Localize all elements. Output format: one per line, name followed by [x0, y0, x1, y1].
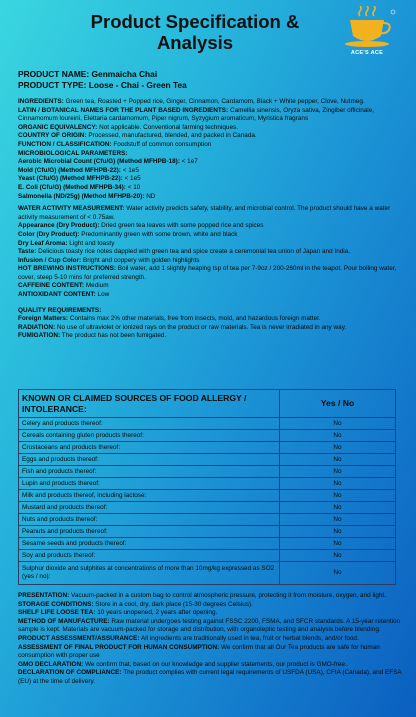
micro-row	[18, 167, 402, 176]
micro-row	[18, 175, 402, 184]
micro-row-label: Yeast (Cfu/G) (Method MFHPB-22):	[18, 175, 123, 183]
logo-text: ACE'S ACE	[350, 50, 384, 56]
allergen-value: No	[280, 478, 396, 490]
info-row-label: FUNCTION / CLASSIFICATION:	[18, 140, 112, 148]
quality-row	[18, 315, 402, 324]
detail-row-value: Bright and coppery with golden highlights	[82, 256, 200, 264]
table-row	[19, 478, 396, 490]
quality-heading: QUALITY REQUIREMENTS:	[18, 306, 102, 314]
footer-row	[18, 609, 402, 618]
allergen-value: No	[280, 466, 396, 478]
quality-row-value: No use of ultraviolet or ionized rays on the product or raw materials. Tea is never irradiated in any way.	[56, 323, 347, 331]
allergen-name: Celery and products thereof:	[19, 418, 280, 430]
micro-row-value: < 1e5	[124, 175, 141, 183]
allergen-value: No	[280, 538, 396, 550]
allergy-table-header	[19, 390, 396, 418]
allergen-value: No	[280, 418, 396, 430]
allergen-name: Cereals containing gluten products thereof:	[19, 430, 280, 442]
allergen-value: No	[280, 514, 396, 526]
info-row	[18, 141, 402, 150]
footer-row	[18, 635, 402, 644]
detail-row	[18, 291, 402, 300]
allergy-header-label: KNOWN OR CLAIMED SOURCES OF FOOD ALLERGY / INTOLERANCE:	[19, 390, 280, 418]
detail-row-value: Water activity predicts safety, stability, and microbial control. The product should have a water activity measurement of < 0.75aw.	[18, 205, 391, 221]
footer-row-value: All ingredients are traditionally used in tea, fruit or herbal blends, and/or food.	[141, 634, 359, 642]
allergen-value: No	[280, 562, 396, 585]
allergy-table	[18, 389, 396, 585]
product-name-row	[18, 69, 402, 80]
info-row	[18, 98, 402, 107]
footer-row-label: GMO DECLARATION:	[18, 660, 84, 668]
micro-row	[18, 193, 402, 202]
product-name-value: Genmaicha Chai	[91, 69, 158, 79]
table-row	[19, 442, 396, 454]
detail-row-label: WATER ACTIVITY MEASUREMENT:	[18, 205, 125, 213]
detail-row	[18, 265, 402, 282]
footer-row-label: METHOD OF MANUFACTURE:	[18, 617, 110, 625]
quality-row	[18, 324, 402, 333]
table-row	[19, 430, 396, 442]
footer-row-value: The product complies with current legal requirements of USFDA (USA), CFIA (Canada), and EFSA (EU) at the time of delivery.	[18, 669, 402, 685]
footer-row-label: STORAGE CONDITIONS:	[18, 600, 94, 608]
info-row-value: Foodstuff of common consumption	[113, 140, 212, 148]
quality-row	[18, 332, 402, 341]
detail-row-value: Predominantly green with some brown, white and black	[81, 230, 238, 238]
quality-row-value: Contains max 2% other materials, free from insects, mold, and hazardous foreign matter.	[69, 315, 321, 323]
table-row	[19, 550, 396, 562]
table-row	[19, 538, 396, 550]
detail-row	[18, 282, 402, 291]
micro-row-label: Mold (Cfu/G) (Method MFHPB-22):	[18, 166, 121, 174]
allergen-name: Sulphur dioxide and sulphites at concentrations of more than 10mg/kg expressed as SO2 (yes / no):	[19, 562, 280, 585]
info-row-value: Not applicable. Conventional farming techniques.	[99, 123, 238, 131]
table-row	[19, 454, 396, 466]
allergen-value: No	[280, 550, 396, 562]
allergen-name: Lupin and products thereof:	[19, 478, 280, 490]
header	[0, 0, 416, 62]
detail-row-value: Delicious toasty rice notes dappled with green tea and spice create a ceremonial tea union of Japan and India.	[38, 248, 351, 256]
detail-row-label: HOT BREWING INSTRUCTIONS:	[18, 265, 116, 273]
footer-row-label: SHELF LIFE LOOSE TEA:	[18, 609, 96, 617]
micro-row	[18, 184, 402, 193]
table-row	[19, 466, 396, 478]
micro-section	[18, 158, 402, 201]
detail-row-label: Dry Leaf Aroma:	[18, 239, 68, 247]
footer-row	[18, 601, 402, 610]
product-type-value: Loose - Chai - Green Tea	[88, 80, 187, 90]
info-row-label: LATIN / BOTANICAL NAMES FOR THE PLANT BASED INGREDIENTS:	[18, 106, 229, 114]
footer-section	[18, 592, 402, 687]
info-row-label: COUNTRY OF ORIGIN:	[18, 132, 87, 140]
footer-row	[18, 592, 402, 601]
detail-row-label: CAFFEINE CONTENT:	[18, 282, 85, 290]
detail-row-value: Dried green tea leaves with some popped rice and spices	[101, 222, 264, 230]
brand-logo	[336, 6, 398, 62]
micro-row-label: Aerobic Microbial Count (Cfu/G) (Method MFHPB-18):	[18, 158, 180, 166]
detail-row	[18, 205, 402, 222]
allergen-name: Eggs and products thereof:	[19, 454, 280, 466]
info-row-value: Camellia sinensis, Oryza sativa, Zingiber officinale, Cinnamomum loureirii, Elettaria cardamomum, Piper nigrum, Syzygium aromaticum, Myristica fragrans	[18, 106, 375, 123]
allergen-name: Crustaceans and products thereof:	[19, 442, 280, 454]
info-row-value: Green tea, Roasted + Popped rice, Ginger, Cinnamon, Cardamom, Black + White pepper, Clove, Nutmeg.	[65, 98, 365, 105]
allergen-value: No	[280, 454, 396, 466]
table-row	[19, 526, 396, 538]
allergen-value: No	[280, 526, 396, 538]
footer-row-value: Store in a cool, dry, dark place (15-30 degrees Celsius).	[95, 600, 253, 608]
allergen-name: Soy and products thereof:	[19, 550, 280, 562]
footer-row-value: 10 years unopened, 2 years after opening.	[97, 609, 218, 617]
micro-heading: MICROBIOLOGICAL PARAMETERS:	[18, 149, 128, 157]
detail-row	[18, 231, 402, 240]
detail-row-label: ANTIOXIDANT CONTENT:	[18, 291, 96, 299]
footer-row-value: Raw material undergoes testing against FSSC 2200, FSMA, and SFCR standards. A 15-year retention sample is kept. Materials are vacuum-packed for storage and distribution, with organoleptic testing and analysis before blending.	[18, 617, 401, 634]
footer-row	[18, 618, 402, 635]
allergy-header-yes-no: Yes / No	[280, 390, 396, 418]
quality-row-value: The product has not been fumigated.	[61, 332, 167, 340]
footer-row	[18, 669, 402, 686]
detail-row-value: Boil water, add 1 slightly heaping tsp of tea per 7-9oz / 200-260ml in the teapot. Pour boiling water, cover, steep 5-10 mins for preferred strength.	[18, 265, 397, 281]
detail-row-label: Color (Dry Product):	[18, 230, 80, 238]
micro-row-value: < 1e7	[181, 158, 198, 166]
info-row	[18, 132, 402, 141]
micro-row	[18, 158, 402, 167]
allergen-name: Nuts and products thereof:	[19, 514, 280, 526]
detail-row	[18, 257, 402, 266]
title-line-2: Analysis	[156, 32, 234, 53]
detail-row-value: Low	[97, 291, 110, 299]
allergen-name: Peanuts and products thereof:	[19, 526, 280, 538]
micro-row-value: < 1e5	[122, 166, 139, 174]
info-row-label: ORGANIC EQUIVALENCY:	[18, 123, 98, 131]
footer-row-value: Vacuum-packed in a custom bag to control atmospheric pressure, protecting it from moisture, oxygen, and light.	[71, 592, 386, 599]
info-row-value: Processed, manufactured, blended, and packed in Canada.	[88, 132, 257, 140]
footer-row	[18, 644, 402, 661]
footer-row	[18, 661, 402, 670]
allergen-name: Sesame seeds and products thereof:	[19, 538, 280, 550]
details-section	[18, 205, 402, 300]
footer-row-label: PRODUCT ASSESSMENT/ASSURANCE:	[18, 634, 140, 642]
micro-row-label: Salmonella (ND/25g) (Method MFHPB-20):	[18, 192, 145, 200]
detail-row-label: Infusion / Cup Color:	[18, 256, 82, 264]
info-row-label: INGREDIENTS:	[18, 98, 64, 105]
footer-row-value: We confirm that all Our Tea products are safe for human consumption with proper use	[18, 643, 380, 660]
allergen-name: Milk and products thereof, including lactose:	[19, 490, 280, 502]
page-title	[70, 11, 320, 53]
allergen-value: No	[280, 490, 396, 502]
detail-row-label: Appearance (Dry Product):	[18, 222, 100, 230]
table-row	[19, 514, 396, 526]
quality-section	[18, 315, 402, 341]
detail-row	[18, 222, 402, 231]
table-row	[19, 490, 396, 502]
product-name-label: PRODUCT NAME:	[18, 69, 90, 79]
info-section	[18, 98, 402, 150]
detail-row-value: Medium	[85, 282, 109, 290]
info-row	[18, 107, 402, 124]
footer-row-label: ASSESSMENT OF FINAL PRODUCT FOR HUMAN CONSUMPTION:	[18, 643, 220, 651]
table-row	[19, 418, 396, 430]
allergen-name: Mustard and products thereof:	[19, 502, 280, 514]
footer-row-label: DECLARATION OF COMPLIANCE:	[18, 669, 122, 677]
detail-row	[18, 248, 402, 257]
specification-body	[18, 69, 402, 341]
allergen-value: No	[280, 502, 396, 514]
quality-row-label: Foreign Matters:	[18, 315, 69, 323]
micro-row-value: ND	[146, 192, 156, 200]
title-line-1: Product Specification &	[90, 11, 300, 32]
detail-row-value: Light and toasty	[69, 239, 115, 247]
allergen-value: No	[280, 430, 396, 442]
allergen-name: Fish and products thereof:	[19, 466, 280, 478]
detail-row	[18, 240, 402, 249]
allergen-value: No	[280, 442, 396, 454]
table-row	[19, 502, 396, 514]
footer-row-value: We confirm that, based on our knowledge and supplier statements, our product is GMO-free..	[84, 660, 349, 668]
quality-row-label: FUMIGATION:	[18, 332, 61, 340]
footer-row-label: PRESENTATION:	[18, 592, 70, 599]
micro-row-value: < 10	[127, 183, 141, 191]
info-row	[18, 124, 402, 133]
quality-row-label: RADIATION:	[18, 323, 56, 331]
table-row	[19, 562, 396, 585]
product-type-label: PRODUCT TYPE:	[18, 80, 87, 90]
micro-row-label: E. Coli (Cfu/G) (Method MFHPB-34):	[18, 183, 126, 191]
product-type-row	[18, 80, 402, 91]
detail-row-label: Taste:	[18, 248, 37, 256]
